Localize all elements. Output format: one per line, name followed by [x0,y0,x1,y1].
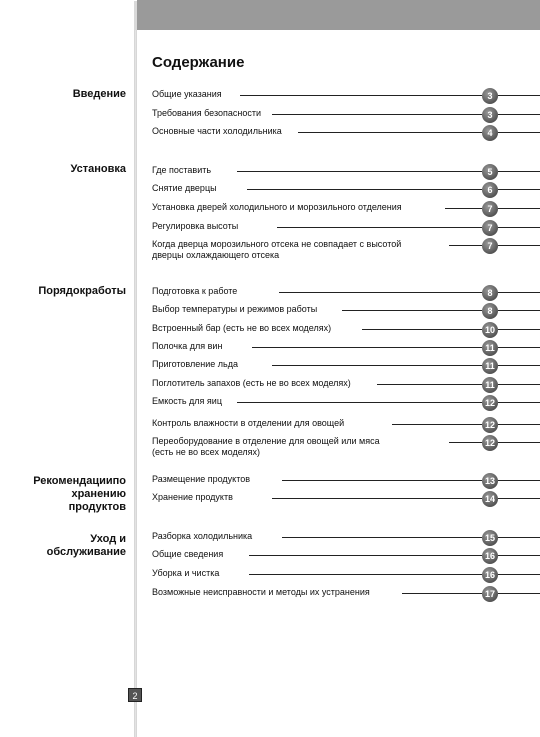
toc-entry[interactable] [152,341,540,359]
toc-entry-text [152,304,317,315]
toc-entry-text [152,341,222,352]
page-badge: 7 [482,238,498,254]
section-label-line: хранению [71,488,126,500]
page-badge: 11 [482,377,498,393]
toc-entry-line: Размещение продуктов [152,474,251,484]
toc-entry[interactable] [152,587,540,605]
page-badge: 12 [482,395,498,411]
leader-line [237,402,482,403]
leader-line [272,114,482,115]
leader-line-tail [498,384,540,385]
toc-entry-text [152,531,252,542]
page-badge: 4 [482,125,498,141]
leader-line [252,347,482,348]
section-label-line: Уход и [90,533,126,545]
header-band [0,0,540,30]
section-label [33,475,126,514]
toc-entry-line: Общие сведения [152,549,224,559]
toc-entry[interactable] [152,323,540,341]
toc-entry-line: Полочка для вин [152,341,223,351]
leader-line-tail [498,292,540,293]
toc-entry-line: Хранение продуктв [152,492,233,502]
section-label-line: продуктов [68,501,126,513]
toc-entry-text [152,436,380,458]
toc-entry[interactable] [152,108,540,126]
leader-line [298,132,482,133]
toc-entry-line: Поглотитель запахов (есть не во всех моделях) [152,378,351,388]
toc-entry-line: Контроль влажности в отделении для овощей [152,418,345,428]
toc-entry-line: (есть не во всех моделях) [152,447,261,457]
page-title: Содержание [152,54,245,71]
leader-line [402,593,482,594]
toc-entry-text [152,221,238,232]
page-badge: 11 [482,340,498,356]
toc-entry-line: Установка дверей холодильного и морозильного отделения [152,202,402,212]
toc-entry[interactable] [152,239,540,260]
toc-entry-line: Подготовка к работе [152,286,238,296]
page-badge: 16 [482,567,498,583]
page-badge: 10 [482,322,498,338]
toc-entry-text [152,396,222,407]
toc-entry[interactable] [152,474,540,492]
leader-line [272,498,482,499]
toc-entry-line: Разборка холодильника [152,531,253,541]
toc-entry[interactable] [152,396,540,414]
leader-line-tail [498,347,540,348]
header-band-left [0,0,134,30]
toc-entry[interactable] [152,378,540,396]
page-badge: 12 [482,435,498,451]
toc-entry-line: Когда дверца морозильного отсека не совпадает с высотой [152,239,402,249]
toc-entry-text [152,359,238,370]
toc-entry-text [152,202,402,213]
section-label [70,163,126,176]
leader-line-tail [498,365,540,366]
leader-line [445,208,482,209]
toc-entry[interactable] [152,568,540,586]
toc-entry[interactable] [152,286,540,304]
leader-line-tail [498,480,540,481]
section-label [47,533,126,559]
leader-line [240,95,482,96]
section-label [73,88,126,101]
page-badge: 8 [482,285,498,301]
toc-entry-line: Встроенный бар (есть не во всех моделях) [152,323,332,333]
page-badge: 5 [482,164,498,180]
leader-line [342,310,482,311]
page-badge: 11 [482,358,498,374]
toc-entry[interactable] [152,418,540,436]
toc-entry[interactable] [152,89,540,107]
toc-entry-line: Возможные неисправности и методы их устранения [152,587,370,597]
leader-line [247,189,482,190]
page-badge: 3 [482,107,498,123]
toc-entry[interactable] [152,126,540,144]
leader-line [362,329,482,330]
toc-entry[interactable] [152,183,540,201]
toc-entry-text [152,418,344,429]
toc-entry-line: Основные части холодильника [152,126,282,136]
toc-entry-text [152,165,211,176]
leader-line-tail [498,329,540,330]
leader-line-tail [498,555,540,556]
leader-line [249,574,482,575]
toc-entry-line: Переоборудование в отделение для овощей или мяса [152,436,380,446]
leader-line-tail [498,227,540,228]
toc-entry-line: Выбор температуры и режимов работы [152,304,318,314]
leader-line-tail [498,189,540,190]
section-label-line: обслуживание [46,546,126,558]
page-badge: 17 [482,586,498,602]
leader-line [272,365,482,366]
leader-line-tail [498,245,540,246]
header-band-right [137,0,540,30]
toc-entry[interactable] [152,165,540,183]
page-badge: 14 [482,491,498,507]
toc-entry-line: Регулировка высоты [152,221,239,231]
leader-line-tail [498,424,540,425]
leader-line-tail [498,95,540,96]
toc-entry[interactable] [152,436,540,457]
page-badge: 8 [482,303,498,319]
toc-entry-line: Где поставить [152,165,212,175]
toc-entry[interactable] [152,531,540,549]
page-badge: 7 [482,220,498,236]
section-label-line: Рекомендациипо [33,475,126,487]
toc-entry-text [152,568,219,579]
toc-entry[interactable] [152,202,540,220]
toc-entry-text [152,587,370,598]
leader-line-tail [498,402,540,403]
page-badge: 15 [482,530,498,546]
toc-entry-line: дверцы охлаждающего отсека [152,250,280,260]
toc-entry-line: Требования безопасности [152,108,262,118]
toc-entry-text [152,492,233,503]
page-badge: 3 [482,88,498,104]
leader-line-tail [498,310,540,311]
section-label [38,285,126,298]
toc-entry-text [152,89,222,100]
section-label-line: Установка [70,163,126,175]
toc-entry-text [152,549,223,560]
toc-entry[interactable] [152,304,540,322]
toc-entry-text [152,126,282,137]
toc-entry[interactable] [152,549,540,567]
leader-line-tail [498,132,540,133]
leader-line-tail [498,114,540,115]
page-badge: 16 [482,548,498,564]
toc-entry-line: Приготовление льда [152,359,238,369]
page-number: 2 [128,688,142,702]
leader-line [249,555,482,556]
leader-line-tail [498,171,540,172]
leader-line [449,442,482,443]
leader-line-tail [498,593,540,594]
leader-line-tail [498,537,540,538]
page-badge: 6 [482,182,498,198]
leader-line-tail [498,498,540,499]
toc-entry-text [152,323,331,334]
leader-line [237,171,482,172]
toc-entry-text [152,183,217,194]
leader-line [282,537,482,538]
toc-entry-line: Емкость для яиц [152,396,222,406]
page-badge: 7 [482,201,498,217]
toc-entry-text [152,474,250,485]
section-label-line: Введение [72,88,126,100]
leader-line [282,480,482,481]
section-label-line: Порядокработы [38,285,126,297]
toc-entry-text [152,239,401,261]
leader-line-tail [498,442,540,443]
toc-entry-text [152,286,237,297]
toc-entry-text [152,378,351,389]
margin-divider [134,30,137,737]
page-badge: 13 [482,473,498,489]
leader-line [277,227,482,228]
toc-entry[interactable] [152,492,540,510]
leader-line [392,424,482,425]
leader-line-tail [498,574,540,575]
toc-entry-line: Уборка и чистка [152,568,220,578]
leader-line [377,384,482,385]
toc-entry-line: Снятие дверцы [152,183,217,193]
toc-entry[interactable] [152,221,540,239]
page-badge: 12 [482,417,498,433]
leader-line [279,292,482,293]
leader-line-tail [498,208,540,209]
toc-entry-line: Общие указания [152,89,222,99]
toc-entry[interactable] [152,359,540,377]
toc-entry-text [152,108,261,119]
leader-line [449,245,482,246]
